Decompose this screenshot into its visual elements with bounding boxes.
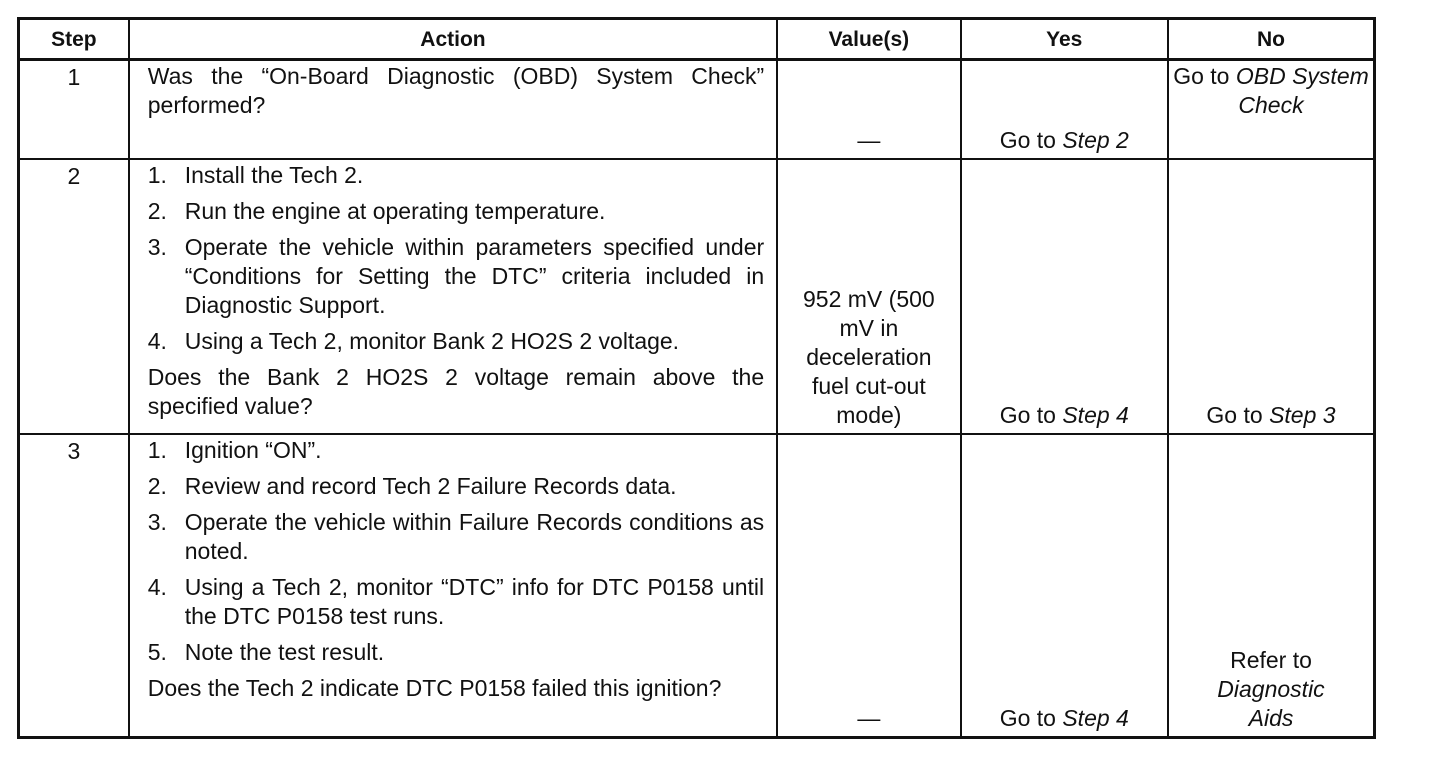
- yes-target-link[interactable]: Step 2: [1062, 127, 1129, 153]
- list-item: [148, 638, 764, 667]
- diagnostic-table-container: [17, 17, 1376, 739]
- action-steps-list: [148, 436, 764, 667]
- value-text: 952 mV (500 mV in deceleration fuel cut-out mode): [803, 286, 935, 428]
- no-cell: [1168, 159, 1375, 434]
- yes-cell: [961, 159, 1168, 434]
- header-yes: Yes: [961, 19, 1168, 60]
- header-no: No: [1168, 19, 1375, 60]
- list-item-text: Using a Tech 2, monitor Bank 2 HO2S 2 voltage.: [184, 328, 680, 354]
- list-item: [148, 436, 764, 465]
- list-item-number: 5.: [147, 639, 167, 665]
- list-item-text: Install the Tech 2.: [184, 162, 364, 188]
- diagnostic-table: [17, 17, 1376, 739]
- no-prefix: Refer to: [1230, 647, 1312, 673]
- action-question: Does the Bank 2 HO2S 2 voltage remain above the specified value?: [147, 364, 765, 419]
- step-number: 1: [19, 60, 129, 160]
- list-item-number: 3.: [147, 234, 167, 260]
- step-number: 2: [19, 159, 129, 434]
- yes-prefix: Go to: [999, 402, 1063, 428]
- header-step: Step: [19, 19, 129, 60]
- list-item-text: Using a Tech 2, monitor “DTC” info for DTC P0158 until the DTC P0158 test runs.: [184, 574, 765, 629]
- list-item: [148, 472, 764, 501]
- yes-prefix: Go to: [999, 127, 1063, 153]
- action-cell: [129, 159, 777, 434]
- list-item: [148, 573, 764, 631]
- header-value: Value(s): [777, 19, 960, 60]
- list-item-number: 4.: [147, 574, 167, 600]
- header-action: Action: [129, 19, 777, 60]
- step-number: 3: [19, 434, 129, 738]
- no-target-link[interactable]: Diagnostic Aids: [1217, 676, 1325, 731]
- list-item: [148, 197, 764, 226]
- value-cell: [777, 159, 960, 434]
- list-item: [148, 327, 764, 356]
- list-item: [148, 233, 764, 320]
- value-cell: —: [777, 434, 960, 738]
- no-target-link[interactable]: OBD System Check: [1235, 63, 1369, 118]
- action-question: Does the Tech 2 indicate DTC P0158 failed this ignition?: [147, 675, 722, 701]
- no-prefix: Go to: [1173, 63, 1236, 89]
- action-cell: [129, 60, 777, 160]
- yes-target-link[interactable]: Step 4: [1062, 705, 1129, 731]
- action-cell: [129, 434, 777, 738]
- list-item-number: 2.: [147, 473, 167, 499]
- no-cell: [1168, 434, 1375, 738]
- header-row: [19, 19, 1375, 60]
- list-item-number: 4.: [147, 328, 167, 354]
- list-item: [148, 161, 764, 190]
- table-row: [19, 434, 1375, 738]
- value-cell: —: [777, 60, 960, 160]
- yes-target-link[interactable]: Step 4: [1062, 402, 1129, 428]
- action-question: Was the “On-Board Diagnostic (OBD) System Check” performed?: [147, 63, 765, 118]
- list-item-number: 1.: [147, 162, 167, 188]
- yes-cell: [961, 434, 1168, 738]
- list-item-number: 2.: [147, 198, 167, 224]
- list-item-text: Ignition “ON”.: [184, 437, 322, 463]
- list-item-text: Run the engine at operating temperature.: [184, 198, 606, 224]
- list-item-text: Note the test result.: [184, 639, 385, 665]
- table-row: [19, 60, 1375, 160]
- list-item-text: Operate the vehicle within Failure Records conditions as noted.: [184, 509, 765, 564]
- list-item-text: Review and record Tech 2 Failure Records data.: [184, 473, 677, 499]
- table-row: [19, 159, 1375, 434]
- list-item-number: 1.: [147, 437, 167, 463]
- no-prefix: Go to: [1206, 402, 1270, 428]
- list-item-number: 3.: [147, 509, 167, 535]
- no-target-link[interactable]: Step 3: [1269, 402, 1336, 428]
- yes-prefix: Go to: [999, 705, 1063, 731]
- action-steps-list: [148, 161, 764, 356]
- list-item-text: Operate the vehicle within parameters specified under “Conditions for Setting the DTC” criteria included in Diagnostic Support.: [184, 234, 765, 318]
- list-item: [148, 508, 764, 566]
- yes-cell: [961, 60, 1168, 160]
- no-cell: [1168, 60, 1375, 160]
